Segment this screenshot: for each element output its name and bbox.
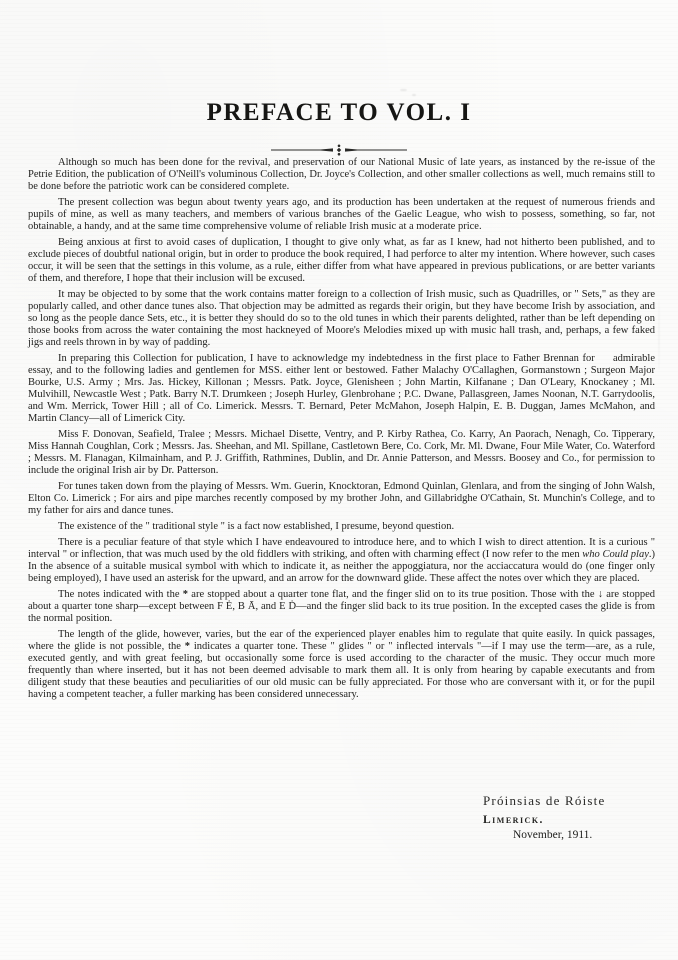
signature-block — [483, 793, 653, 841]
paragraph: Being anxious at first to avoid cases of duplication, I thought to give only what, as far as I knew, had not hitherto been published, and to exclude pieces of doubtful national origin, but in order to produce the book required, I had perforce to alter my intention. Where however, such cases occur, it will be seen that the settings in this volume, as a rule, either differ from what have appeared in previous publications, or are better variants of them, and therefore, I hope that their inclusion will be excused. — [28, 237, 655, 284]
paragraph: The present collection was begun about twenty years ago, and its production has been undertaken at the request of numerous friends and pupils of mine, as well as many teachers, and members of various branches of the Gaelic League, who wish to possess, something, so far, not obtainable, a handy, and at the same time comprehensive volume of reliable Irish music at a moderate price. — [28, 197, 655, 232]
signature-date: November, 1911. — [513, 829, 593, 841]
paragraph: The existence of the " traditional style " is a fact now established, I presume, beyond question. — [58, 521, 455, 532]
paragraph: For tunes taken down from the playing of Messrs. Wm. Guerin, Knocktoran, Edmond Quinlan, Glenlara, and from the singing of John Walsh, Elton Co. Limerick ; For airs and pipe marches recently composed by my brother John, and Gillabridghe O'Cathain, St. Munchin's College, and to my father for airs and dance tunes. — [28, 481, 655, 516]
scan-smudge — [400, 89, 407, 91]
paragraphs — [28, 156, 655, 701]
paragraph: There is a peculiar feature of that style which I have endeavoured to introduce here, and to which I wish to direct attention. It is a curious " interval " or inflection, that was much used by the old fiddlers with striking, and often with charming effect (I now refer to the men who Could play.) In the absence of a suitable musical symbol with which to indicate it, as neither the appoggiatura, nor the acciaccatura would do (one finger only being employed), I have used an asterisk for the upward, and an arrow for the downward glide. These affect the notes over which they are placed. — [28, 537, 655, 584]
signature-place: Limerick. — [483, 814, 544, 826]
paragraph: The notes indicated with the * are stopped about a quarter tone flat, and the finger slid on to its true position. Those with the ↓ are stopped about a quarter tone sharp—except between F Ė, B Ā, and E Ḋ—and the finger slid back to its true position. In the excepted cases the glide is from the normal position. — [28, 589, 656, 624]
signature-name: Próinsias de Róiste — [483, 793, 606, 808]
divider-ornament-icon — [271, 143, 407, 155]
paragraph: Although so much has been done for the revival, and preservation of our National Music of late years, as instanced by the re-issue of the Petrie Edition, the publication of O'Neill's voluminous Collection, Dr. Joyce's Collection, and other smaller collections as well, much remains still to be done before the patriotic work can be considered complete. — [28, 157, 655, 192]
scan-smudge — [412, 94, 416, 96]
paragraph: Miss F. Donovan, Seafield, Tralee ; Messrs. Michael Disette, Ventry, and P. Kirby Rathea, Co. Karry, An Paorach, Nenagh, Co. Tipperary, Miss Hannah Coughlan, Cork ; Messrs. Jas. Sheehan, and Ml. Spillane, Castletown Bere, Co. Cork, Mr. Ml. Dwane, Four Mile Water, Co. Waterford ; Messrs. M. Flanagan, Kilmainham, and P. J. Griffith, Rathmines, Dublin, and Dr. Annie Patterson, and Messrs. Boosey and Co., for permission to include the original Irish air by Dr. Patterson. — [28, 429, 655, 476]
paragraph: It may be objected to by some that the work contains matter foreign to a collection of Irish music, such as Quadrilles, or " Sets," as they are popularly called, and other dance tunes also. That objection may be admitted as regards their origin, but they have become Irish by association, and so long as the people dance Sets, etc., it is better they should do so to the old tunes in which their parents delighted, rather than be left depending on those books from across the water containing the most hackneyed of Moore's Melodies mixed up with music hall trash, and, perhaps, a few faked jigs and reels thrown in by way of padding. — [28, 289, 655, 348]
paragraph: The length of the glide, however, varies, but the ear of the experienced player enables him to regulate that quite easily. In quick passages, where the glide is not possible, the * indicates a quarter tone. These " glides " or " inflected intervals "—if I may use the term—are, as a rule, executed gently, and with great feeling, but occasionally some force is used according to the character of the music. They occur much more frequently than where inserted, but it has not been deemed advisable to mark them all. It is only from hearing by capable executants and from diligent study that these beauties and peculiarities of our old music can be fully appreciated. For those who are conversant with it, or for the pupil having a competent teacher, a fuller marking has been considered unnecessary. — [28, 629, 655, 700]
paragraph: In preparing this Collection for publication, I have to acknowledge my indebtedness in the first place to Father Brennan for admirable essay, and to the following ladies and gentlemen for MSS. either lent or bestowed. Father Malachy O'Callaghen, Gormanstown ; Surgeon Major Bourke, U.S. Army ; Mrs. Jas. Hickey, Killonan ; Messrs. Patk. Joyce, Glenisheen ; John Martin, Kilfanane ; Dan O'Leary, Knockaney ; Ml. Mulvihill, Newcastle West ; Patk. Barry N.T. Drumkeen ; Joseph Hurley, Glenbrohane ; P.C. Dwane, Pallasgreen, James Noonan, N.T. Garrydoolis, and Wm. Merrick, Tower Hill ; all of Co. Limerick. Messrs. T. Bernard, Peter McMahon, Joseph Halpin, E. B. Duggan, James McMahon, and Martin Clancy—all of Limerick City. — [28, 353, 655, 424]
page-title: PREFACE TO VOL. I — [206, 99, 472, 126]
scan-smudge — [658, 300, 660, 370]
